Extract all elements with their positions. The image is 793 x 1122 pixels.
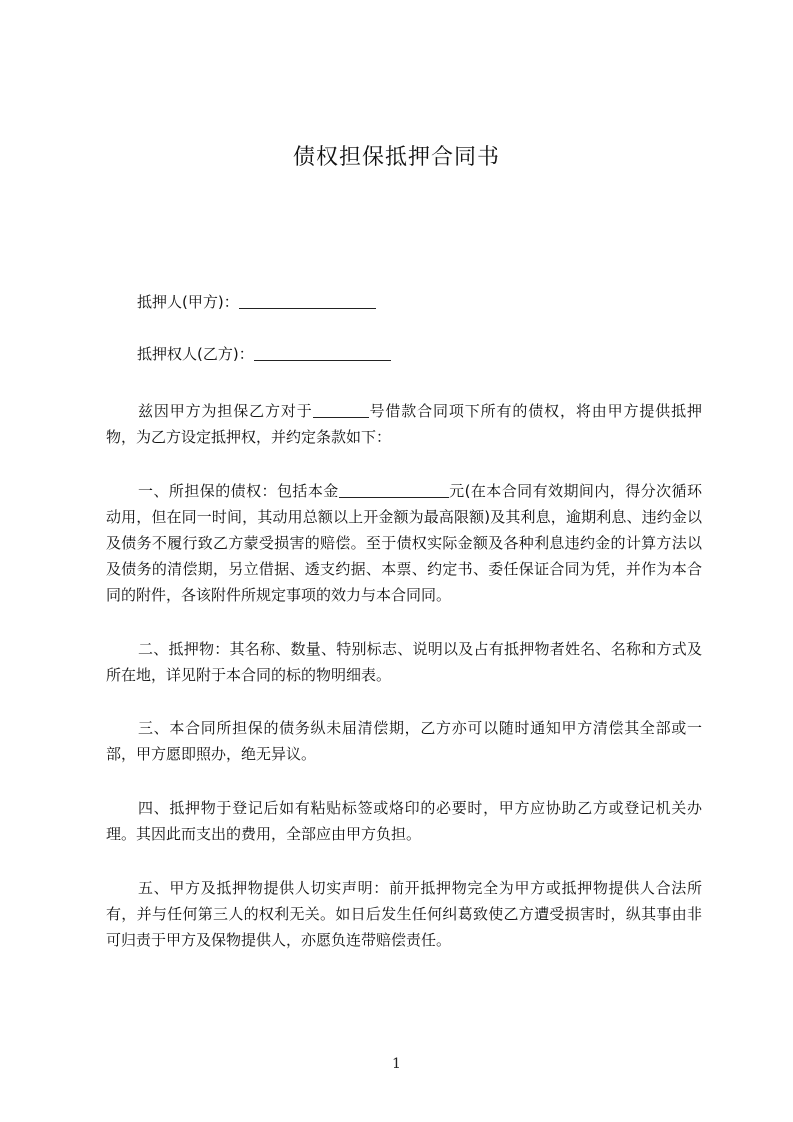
intro-paragraph: [106, 398, 702, 450]
party-a-blank: [239, 294, 376, 309]
party-a-line: [137, 292, 376, 312]
clause-3-paragraph: 三、本合同所担保的债务纵未届清偿期，乙方亦可以随时通知甲方清偿其全部或一部，甲方愿即照办，绝无异议。: [106, 719, 702, 763]
page-number: 1: [392, 1056, 401, 1072]
document-title: 债权担保抵押合同书: [292, 145, 500, 170]
clause-1-paragraph: [106, 478, 702, 608]
clause-5-paragraph: 五、甲方及抵押物提供人切实声明：前开抵押物完全为甲方或抵押物提供人合法所有，并与任何第三人的权利无关。如日后发生任何纠葛致使乙方遭受损害时，纵其事由非可归责于甲方及保物提供人，亦愿负连带赔偿责任。: [106, 879, 702, 949]
contract-number-blank: [313, 403, 369, 418]
clause-1-text-before: 一、所担保的债权：包括本金: [138, 482, 339, 500]
party-b-line: [137, 344, 391, 364]
intro-text-before: 兹因甲方为担保乙方对于: [138, 402, 313, 420]
principal-amount-blank: [339, 483, 449, 498]
clause-4-paragraph: 四、抵押物于登记后如有粘贴标签或烙印的必要时，甲方应协助乙方或登记机关办理。其因此而支出的费用，全部应由甲方负担。: [106, 799, 702, 843]
clause-1-text-after: 元(在本合同有效期间内，得分次循环动用，但在同一时间，其动用总额以上开金额为最高限额)及其利息，逾期利息、违约金以及债务不履行致乙方蒙受损害的赔偿。至于债权实际金额及各种利息违约金的计算方法以及债务的清偿期，另立借据、透支约据、本票、约定书、委任保证合同为凭，并作为本合同的附件，各该附件所规定事项的效力与本合同同。: [106, 482, 702, 604]
party-b-blank: [254, 346, 391, 361]
clause-2-paragraph: 二、抵押物：其名称、数量、特别标志、说明以及占有抵押物者姓名、名称和方式及所在地，详见附于本合同的标的物明细表。: [106, 640, 702, 684]
intro-text-after: 号借款合同项下所有的债权，将由甲方提供抵押物，为乙方设定抵押权，并约定条款如下：: [106, 402, 702, 446]
party-b-label: 抵押权人(乙方)：: [137, 345, 254, 363]
party-a-label: 抵押人(甲方)：: [137, 293, 239, 311]
